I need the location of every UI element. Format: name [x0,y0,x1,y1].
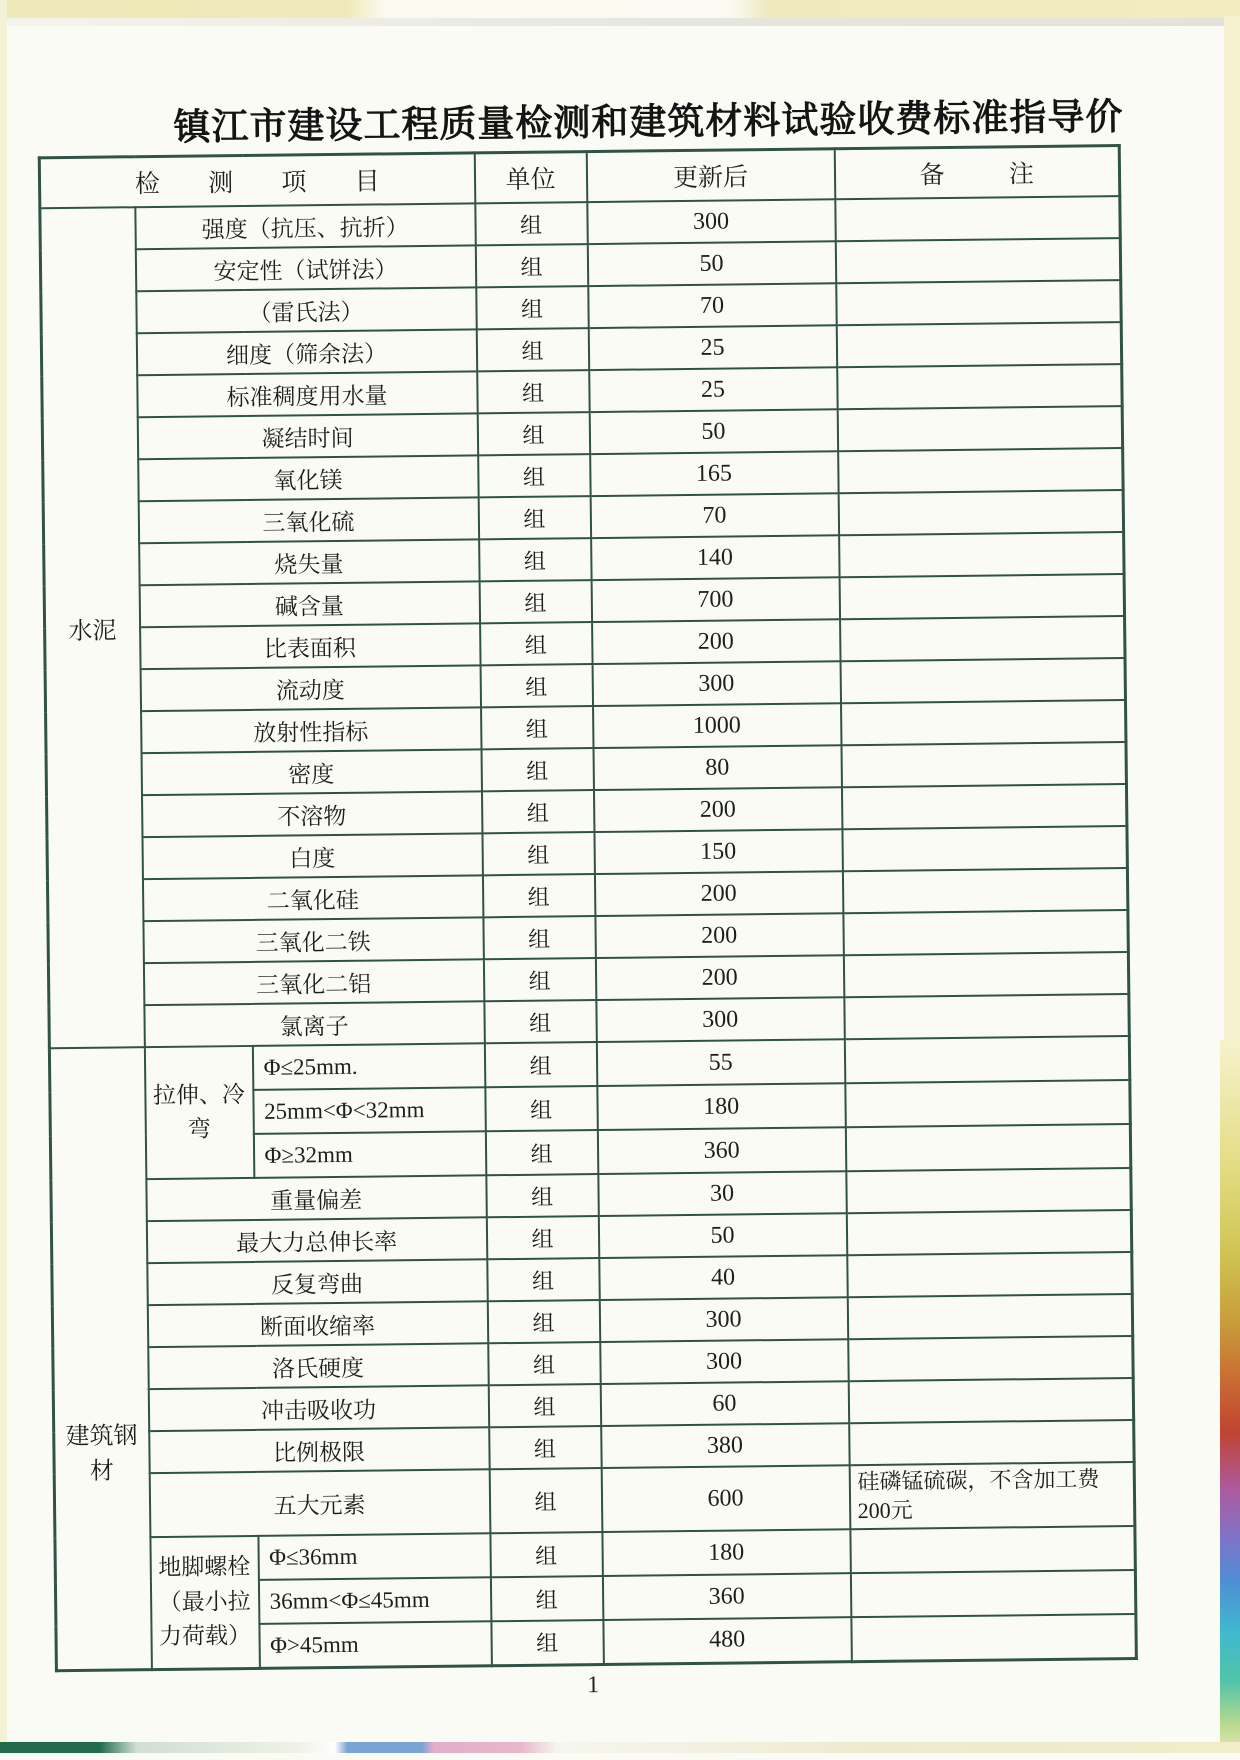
price-cell: 200 [595,955,843,1000]
item-cell: 不溶物 [142,791,482,837]
item-cell: 二氧化硅 [142,875,482,921]
unit-cell: 组 [479,580,591,623]
item-cell: 安定性（试饼法） [135,245,475,291]
remark-cell [848,1336,1133,1381]
price-cell: 300 [600,1339,848,1384]
item-cell: Φ≤36mm [258,1533,491,1580]
price-cell: 1000 [593,703,841,748]
item-cell: 冲击吸收功 [148,1385,488,1431]
remark-cell [847,1252,1132,1297]
unit-cell: 组 [478,454,590,497]
price-cell: 30 [598,1171,846,1216]
unit-cell: 组 [478,496,590,539]
remark-cell [840,658,1125,703]
item-cell: 比表面积 [140,623,480,669]
unit-cell: 组 [481,706,593,749]
category-label: 水泥 [68,617,117,645]
unit-cell: 组 [488,1384,600,1427]
item-cell: 氧化镁 [138,455,478,501]
item-cell: 重量偏差 [146,1175,486,1221]
remark-cell [843,952,1128,997]
price-cell: 200 [594,787,842,832]
group-cell: 地脚螺栓（最小拉力荷载） [150,1536,259,1669]
remark-cell [840,616,1125,661]
price-cell: 380 [601,1423,849,1468]
remark-cell [851,1614,1136,1661]
remark-cell [848,1378,1133,1423]
remark-cell [839,532,1124,577]
unit-cell: 组 [487,1258,599,1301]
table-body [40,196,1137,1670]
remark-cell [835,196,1120,241]
item-cell: 洛氏硬度 [148,1343,488,1389]
unit-cell: 组 [490,1576,602,1621]
group-cell: 拉伸、冷弯 [144,1046,253,1179]
item-cell: 三氧化硫 [138,497,478,543]
price-cell: 480 [603,1617,851,1664]
remark-cell [837,364,1122,409]
remark-cell [846,1210,1131,1255]
price-cell: 70 [590,493,838,538]
item-cell: Φ>45mm [259,1621,492,1668]
item-cell: 氯离子 [144,1001,484,1047]
remark-cell [838,490,1123,535]
price-cell: 360 [602,1573,850,1620]
price-cell: 50 [598,1213,846,1258]
scan-edge-top-shadow [0,18,1240,26]
unit-cell: 组 [487,1300,599,1343]
item-cell: 三氧化二铝 [143,959,483,1005]
unit-cell: 组 [477,370,589,413]
price-cell: 180 [597,1083,845,1130]
unit-cell: 组 [489,1426,601,1469]
item-cell: 36mm<Φ≤45mm [258,1577,491,1624]
price-cell: 200 [592,619,840,664]
remark-cell [842,868,1127,913]
item-cell: 白度 [142,833,482,879]
scan-edge-right [1224,16,1240,1042]
scan-edge-top [0,0,1240,18]
unit-cell: 组 [476,286,588,329]
item-cell: Φ≤25mm. [252,1043,485,1090]
item-cell: 密度 [141,749,481,795]
unit-cell: 组 [484,1000,596,1043]
scan-edge-bottom [0,1742,1240,1753]
header-item: 检 测 项 目 [39,153,475,208]
remark-cell [845,1080,1130,1127]
price-cell: 600 [601,1465,850,1532]
price-cell: 200 [595,913,843,958]
item-cell: 五大元素 [149,1469,490,1537]
price-cell: 60 [600,1381,848,1426]
price-cell: 700 [591,577,839,622]
price-cell: 70 [588,283,836,328]
remark-cell [838,448,1123,493]
scan-edge-left [0,0,7,1753]
header-unit: 单位 [474,152,587,204]
document-title: 镇江市建设工程质量检测和建筑材料试验收费标准指导价 [173,97,1124,149]
remark-cell [842,826,1127,871]
price-cell: 300 [596,997,844,1042]
unit-cell: 组 [485,1130,597,1175]
category-label: 建筑钢材 [65,1423,138,1485]
header-price: 更新后 [586,149,835,202]
category-cell [40,207,145,1048]
price-cell: 165 [590,451,838,496]
remark-cell [841,784,1126,829]
price-cell: 180 [602,1529,850,1576]
remark-cell [836,280,1121,325]
price-cell: 140 [591,535,839,580]
unit-cell: 组 [476,328,588,371]
price-cell: 300 [587,199,835,244]
remark-cell [844,1036,1129,1083]
price-cell: 55 [596,1039,844,1086]
unit-cell: 组 [485,1086,597,1131]
unit-cell: 组 [479,538,591,581]
price-cell: 360 [597,1127,845,1174]
item-cell: 强度（抗压、抗折） [135,203,475,249]
remark-cell [835,238,1120,283]
item-cell: Φ≥32mm [253,1131,486,1178]
item-cell: 标准稠度用水量 [137,371,477,417]
item-cell: （雷氏法） [136,287,476,333]
unit-cell: 组 [475,202,587,245]
price-cell: 200 [594,871,842,916]
item-cell: 凝结时间 [137,413,477,459]
remark-cell [836,322,1121,367]
item-cell: 放射性指标 [141,707,481,753]
remark-cell [850,1526,1135,1573]
price-cell: 50 [587,241,835,286]
unit-cell: 组 [486,1216,598,1259]
price-cell: 300 [599,1297,847,1342]
unit-cell: 组 [482,790,594,833]
unit-cell: 组 [483,916,595,959]
price-cell: 40 [599,1255,847,1300]
item-cell: 比例极限 [149,1427,489,1473]
item-cell: 烧失量 [139,539,479,585]
header-remark: 备 注 [834,146,1120,200]
unit-cell: 组 [486,1174,598,1217]
remark-cell [846,1168,1131,1213]
item-cell: 细度（筛余法） [136,329,476,375]
remark-cell [847,1294,1132,1339]
item-cell: 流动度 [140,665,480,711]
unit-cell: 组 [480,622,592,665]
item-cell: 碱含量 [139,581,479,627]
unit-cell: 组 [489,1468,602,1533]
remark-cell [839,574,1124,619]
unit-cell: 组 [482,874,594,917]
item-cell: 25mm<Φ<32mm [253,1087,486,1134]
unit-cell: 组 [491,1620,603,1665]
price-cell: 25 [589,367,837,412]
page-number: 1 [586,1672,600,1699]
remark-cell [841,742,1126,787]
unit-cell: 组 [484,1042,596,1087]
price-cell: 25 [588,325,836,370]
category-cell [49,1047,151,1670]
item-cell: 断面收缩率 [147,1301,487,1347]
scan-rainbow-artifact [1220,1040,1240,1753]
table-row [54,1462,1135,1538]
unit-cell: 组 [480,664,592,707]
unit-cell: 组 [488,1342,600,1385]
remark-cell [849,1420,1134,1465]
unit-cell: 组 [475,244,587,287]
price-cell: 300 [592,661,840,706]
item-cell: 最大力总伸长率 [146,1217,486,1263]
price-cell: 80 [593,745,841,790]
remark-cell [850,1570,1135,1617]
remark-cell [841,700,1126,745]
remark-cell [844,994,1129,1039]
remark-cell [837,406,1122,451]
unit-cell: 组 [481,748,593,791]
remark-cell [845,1124,1130,1171]
fee-table [38,144,1138,1672]
unit-cell: 组 [490,1532,602,1577]
price-cell: 50 [589,409,837,454]
unit-cell: 组 [482,832,594,875]
price-cell: 150 [594,829,842,874]
remark-cell [843,910,1128,955]
item-cell: 三氧化二铁 [143,917,483,963]
unit-cell: 组 [477,412,589,455]
unit-cell: 组 [483,958,595,1001]
item-cell: 反复弯曲 [147,1259,487,1305]
remark-cell: 硅磷锰硫碳，不含加工费200元 [849,1462,1135,1529]
